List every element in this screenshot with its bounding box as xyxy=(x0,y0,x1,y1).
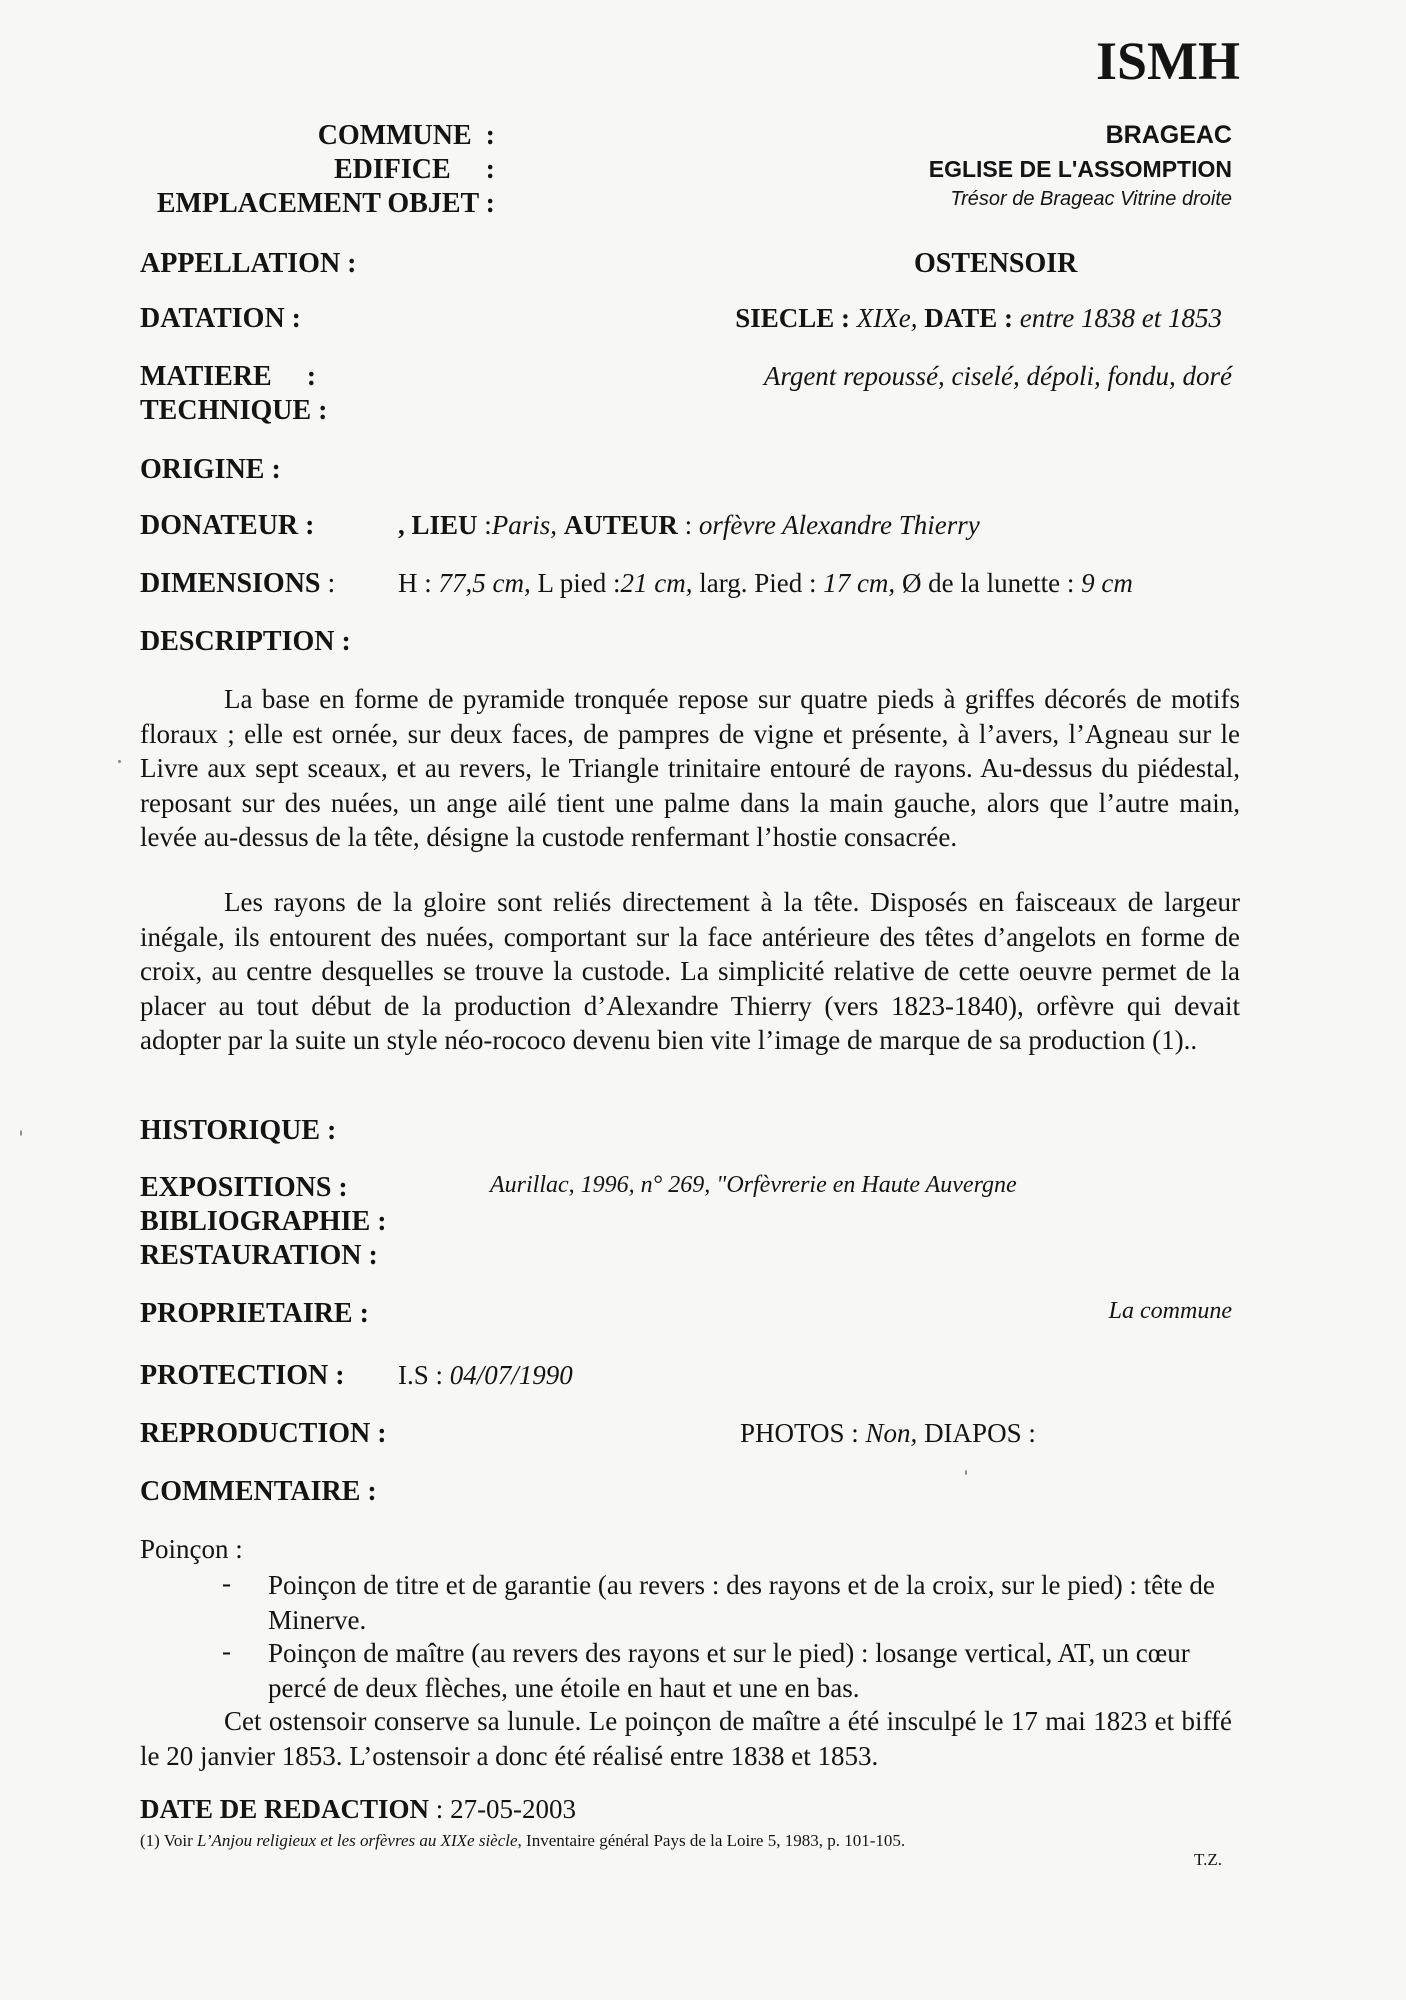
technique-label: TECHNIQUE : xyxy=(140,395,328,426)
h-label: H : xyxy=(398,568,439,598)
classification-title: ISMH xyxy=(1095,31,1240,91)
footnote-title: L’Anjou religieux et les orfèvres au XIXe siècle xyxy=(197,1831,518,1850)
scan-speck xyxy=(965,1470,967,1475)
protection-is-label: I.S : xyxy=(398,1360,450,1390)
footnote-prefix: (1) Voir xyxy=(140,1831,197,1850)
date-redaction-value: 27-05-2003 xyxy=(450,1794,577,1824)
donateur-value xyxy=(398,510,980,541)
commentaire-closing: Cet ostensoir conserve sa lunule. Le poinçon de maître a été insculpé le 17 mai 1823 et biffé le 20 janvier 1853. L’ostensoir a donc été réalisé entre 1838 et 1853. xyxy=(140,1706,1232,1771)
bullet-dash: - xyxy=(222,1568,231,1598)
siecle-value: XIXe, xyxy=(856,303,918,333)
lieu-value: Paris, xyxy=(491,510,558,540)
protection-date: 04/07/1990 xyxy=(449,1360,573,1390)
origine-label: ORIGINE : xyxy=(140,454,281,485)
footnote-rest: , Inventaire général Pays de la Loire 5, 1983, p. 101-105. xyxy=(517,1831,906,1850)
matiere-label: MATIERE : xyxy=(140,361,317,392)
emplacement-label: EMPLACEMENT OBJET : xyxy=(156,188,495,219)
reproduction-value xyxy=(740,1418,1036,1449)
date-value: entre 1838 et 1853 xyxy=(1019,303,1222,333)
edifice-value: EGLISE DE L'ASSOMPTION xyxy=(928,156,1232,182)
scan-speck xyxy=(118,760,121,763)
l-value: 21 cm, xyxy=(620,568,693,598)
bullet-text: Poinçon de titre et de garantie (au revers : des rayons et de la croix, sur le pied) : tête de Minerve. xyxy=(268,1570,1215,1635)
bullet-dash: - xyxy=(222,1636,231,1666)
protection-value xyxy=(398,1360,573,1391)
commune-label: COMMUNE : xyxy=(317,120,495,151)
commentaire-label: COMMENTAIRE : xyxy=(140,1476,377,1507)
siecle-label: SIECLE : xyxy=(735,303,851,333)
larg-value: 17 cm, xyxy=(823,568,896,598)
poincon-bullet-1 xyxy=(222,1568,1232,1637)
date-redaction xyxy=(140,1794,576,1825)
historique-label: HISTORIQUE : xyxy=(140,1115,337,1146)
diapos-label: DIAPOS : xyxy=(917,1418,1036,1448)
l-label: L pied : xyxy=(530,568,621,598)
auteur-sep: : xyxy=(677,510,699,540)
datation-label: DATATION : xyxy=(140,303,301,334)
date-redaction-sep: : xyxy=(429,1794,451,1824)
auteur-value: orfèvre Alexandre Thierry xyxy=(698,510,980,540)
date-redaction-label: DATE DE REDACTION xyxy=(140,1794,430,1824)
datation-value xyxy=(600,303,1222,334)
bullet-text: Poinçon de maître (au revers des rayons et sur le pied) : losange vertical, AT, un cœur percé de deux flèches, une étoile en haut et une en bas. xyxy=(268,1638,1190,1703)
description-paragraph-2: Les rayons de la gloire sont reliés directement à la tête. Disposés en faisceaux de largeur inégale, ils entourent des nuées, comportant sur la face antérieure des têtes d’angelots en forme de croix, au centre desquelles se trouve la custode. La simplicité relative de cette oeuvre permet de la placer au tout début de la production d’Alexandre Thierry (vers 1823-1840), orfèvre qui devait adopter par la suite un style néo-rococo devenu bien vite l’image de marque de sa production (1).. xyxy=(140,887,1240,1055)
donateur-label: DONATEUR : xyxy=(140,510,315,541)
edifice-label: EDIFICE : xyxy=(333,154,495,185)
bibliographie-label: BIBLIOGRAPHIE : xyxy=(140,1206,387,1237)
author-initials: T.Z. xyxy=(1193,1850,1222,1869)
photos-value: Non, xyxy=(865,1418,918,1448)
expositions-label: EXPOSITIONS : xyxy=(140,1172,348,1203)
proprietaire-value: La commune xyxy=(1108,1298,1232,1324)
restauration-label: RESTAURATION : xyxy=(140,1240,378,1271)
dimensions-value xyxy=(398,568,1133,599)
diam-value: 9 cm xyxy=(1081,568,1133,598)
protection-label: PROTECTION : xyxy=(140,1360,345,1391)
description-label: DESCRIPTION : xyxy=(140,626,351,657)
expositions-value: Aurillac, 1996, n° 269, "Orfèvrerie en Haute Auvergne xyxy=(490,1172,1017,1198)
matiere-value: Argent repoussé, ciselé, dépoli, fondu, doré xyxy=(763,361,1232,391)
lieu-sep: : xyxy=(477,510,492,540)
photos-label: PHOTOS : xyxy=(740,1418,866,1448)
donateur-prefix: , xyxy=(398,510,412,540)
emplacement-value: Trésor de Brageac Vitrine droite xyxy=(950,188,1232,210)
auteur-label: AUTEUR xyxy=(563,510,678,540)
dimensions-label-colon: : xyxy=(320,568,336,599)
description-paragraph-1: La base en forme de pyramide tronquée repose sur quatre pieds à griffes décorés de motifs floraux ; elle est ornée, sur deux faces, de pampres de vigne et présente, à l’avers, l’Agneau sur le Livre aux sept sceaux, et au revers, le Triangle trinitaire entouré de rayons. Au-dessus du piédestal, reposant sur des nuées, un ange ailé tient une palme dans la main gauche, alors que l’autre main, levée au-dessus de la tête, désigne la custode renfermant l’hostie consacrée. xyxy=(140,684,1240,852)
footnote xyxy=(140,1831,905,1851)
dimensions-label xyxy=(140,568,335,600)
proprietaire-label: PROPRIETAIRE : xyxy=(140,1298,369,1329)
date-label: DATE : xyxy=(924,303,1014,333)
diam-label: Ø de la lunette : xyxy=(895,568,1082,598)
scan-speck xyxy=(20,1130,22,1136)
poincon-intro: Poinçon : xyxy=(140,1534,243,1564)
lieu-label: LIEU xyxy=(411,510,478,540)
larg-label: larg. Pied : xyxy=(692,568,824,598)
reproduction-label: REPRODUCTION : xyxy=(140,1418,387,1449)
poincon-bullet-2 xyxy=(222,1636,1232,1705)
h-value: 77,5 cm, xyxy=(438,568,531,598)
commune-value: BRAGEAC xyxy=(1105,121,1232,149)
dimensions-label-text: DIMENSIONS xyxy=(140,568,321,599)
appellation-label: APPELLATION : xyxy=(140,248,357,279)
appellation-value: OSTENSOIR xyxy=(914,248,1078,279)
